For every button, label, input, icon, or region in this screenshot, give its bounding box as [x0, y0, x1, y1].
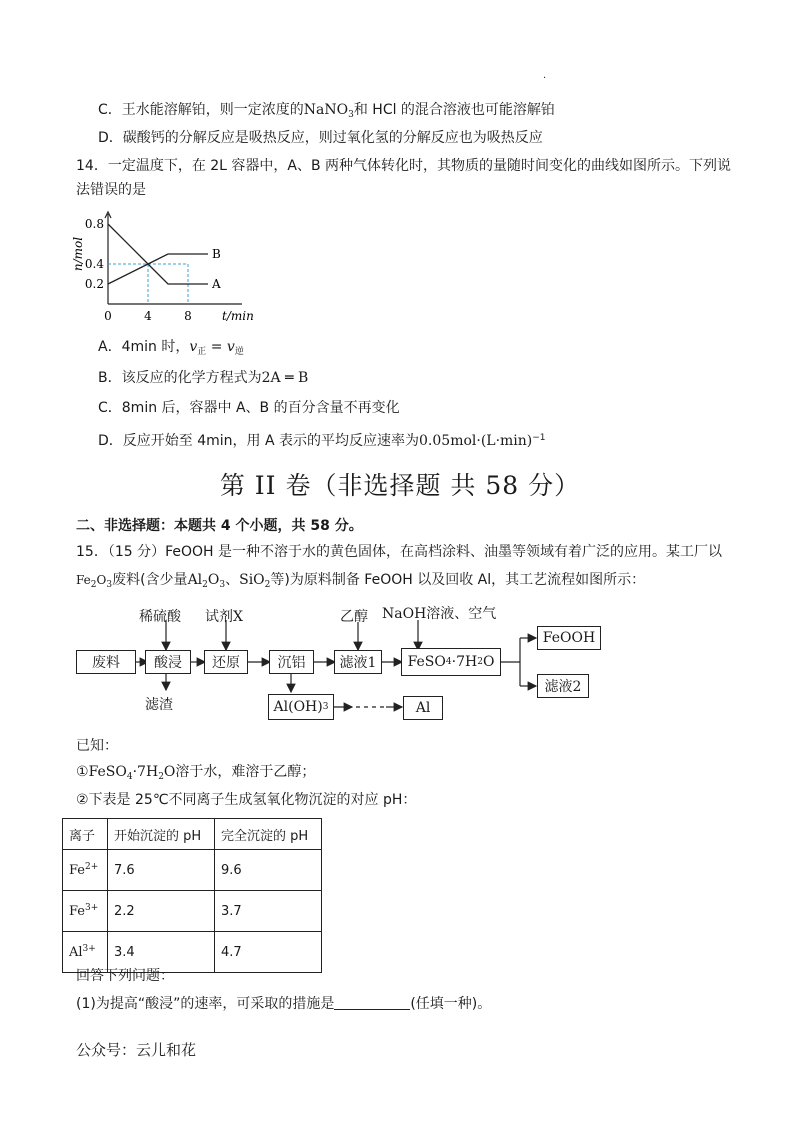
feed-label-acid: 稀硫酸 [139, 609, 181, 625]
x-tick-label: 8 [184, 309, 192, 323]
table-cell-full: 3.7 [215, 891, 322, 932]
series-label-A: A [212, 277, 221, 291]
table-cell-start: 7.6 [108, 850, 215, 891]
table-cell-full: 4.7 [215, 932, 322, 973]
option-c-prev [98, 100, 555, 125]
table-cell-ion: $Fe^{2+}$ [63, 850, 108, 891]
al2o3-formula: $Al_2O_3$ [187, 572, 226, 590]
table-cell-full: 9.6 [215, 850, 322, 891]
box-precip: 沉铝 [269, 650, 314, 674]
q15-stem-line2: $Fe_2O_3$废料(含少量$Al_2O_3$、SiO$_2$等)为原料制备 FeOOH 以及回收 Al，其工艺流程如图所示： [76, 572, 646, 590]
q14-option-a: A．4min 时，$v_正 = v_逆$ [98, 339, 244, 357]
answer-intro: 回答下列问题： [76, 968, 174, 984]
q14-stem-line1: 14．一定温度下，在 2L 容器中，A、B 两种气体转化时，其物质的量随时间变化的曲线如图所示。下列说 [76, 158, 732, 174]
table-header-row [63, 819, 322, 850]
q14-chart [70, 208, 270, 332]
q14-stem-line2: 法错误的是 [76, 182, 146, 198]
q14-option-d: D．反应开始至 4min，用 A 表示的平均反应速率为$0.05mol\cdot(L\cdot\min)^{-1}$ [98, 433, 546, 449]
table-cell-start: 2.2 [108, 891, 215, 932]
option-c-prev-post: 和 HCl 的混合溶液也可能溶解铂 [353, 102, 555, 118]
section-heading: 二、非选择题：本题共 4 个小题，共 58 分。 [76, 518, 363, 534]
box-aloh: Al(OH) 3 [268, 694, 334, 720]
section-title: 第 II 卷（非选择题 共 58 分） [219, 471, 581, 500]
table-header-cell: 开始沉淀的 pH [108, 819, 215, 850]
box-filtrate1: 滤液1 [334, 650, 382, 674]
reaction-equation: 2A ═ B [261, 370, 309, 386]
box-feso4: FeSO 4 ·7H 2 O [401, 648, 501, 676]
q14-option-c: C．8min 后，容器中 A、B 的百分含量不再变化 [98, 400, 400, 416]
known-item-2: ②下表是 25℃不同离子生成氢氧化物沉淀的对应 pH： [76, 792, 417, 808]
q14-option-b: B．该反应的化学方程式为2A ═ B [98, 370, 309, 386]
table-header-cell: 完全沉淀的 pH [215, 819, 322, 850]
feed-label-ethanol: 乙醇 [340, 609, 368, 625]
rate-value: 0.05mol·(L·min) [419, 433, 533, 449]
y-tick-label: 0.2 [84, 277, 104, 291]
feso4-formula: $FeSO_4\cdot 7H_2O$ [88, 764, 176, 782]
box-al: Al [403, 696, 443, 720]
feed-label-naoh: NaOH溶液、空气 [382, 606, 497, 622]
sub-question-1: (1)为提高“酸浸”的速率，可采取的措施是 (任填一种)。 [76, 996, 492, 1012]
option-c-prev-text: C．王水能溶解铂，则一定浓度的 [98, 102, 304, 118]
series-label-B: B [212, 247, 221, 261]
x-tick-label: 0 [104, 309, 112, 323]
label-residue: 滤渣 [145, 697, 173, 713]
box-feooh: FeOOH [537, 626, 601, 650]
table-cell-ion: $Al^{3+}$ [63, 932, 108, 973]
x-tick-label: 4 [144, 309, 152, 323]
table-cell-start: 3.4 [108, 932, 215, 973]
table-row [63, 850, 322, 891]
known-item-1: $①FeSO_4\cdot 7H_2O$溶于水，难溶于乙醇； [76, 764, 316, 782]
y-tick-label: 0.4 [84, 257, 104, 271]
nano3-formula: NaNO$_3$ [303, 102, 354, 120]
box-filtrate2: 滤液2 [537, 674, 589, 698]
table-cell-ion: $Fe^{3+}$ [63, 891, 108, 932]
table-row [63, 891, 322, 932]
option-d-prev: D．碳酸钙的分解反应是吸热反应，则过氧化氢的分解反应也为吸热反应 [98, 130, 543, 146]
box-leach: 酸浸 [145, 650, 191, 674]
feed-label-reagent: 试剂X [205, 609, 243, 625]
table-header-cell: 离子 [63, 819, 108, 850]
answer-blank[interactable] [334, 995, 410, 1010]
y-axis-label: n/mol [71, 236, 85, 272]
y-tick-label: 0.8 [84, 217, 104, 231]
sio2-formula: SiO$_2$ [239, 572, 271, 590]
series-line-B [108, 254, 208, 284]
footer-account: 公众号：云儿和花 [76, 1041, 197, 1059]
box-reduce: 还原 [204, 650, 248, 674]
ph-table [62, 818, 322, 973]
page-dot: . [543, 70, 547, 81]
known-title: 已知： [76, 738, 118, 754]
q15-stem-line1: 15．（15 分）FeOOH 是一种不溶于水的黄色固体，在高档涂料、油墨等领域有着广泛的应用。某工厂以 [76, 544, 722, 560]
x-axis-label: t/min [222, 309, 254, 323]
fe2o3-formula: $Fe_2O_3$ [76, 573, 113, 590]
box-waste: 废料 [76, 650, 136, 674]
